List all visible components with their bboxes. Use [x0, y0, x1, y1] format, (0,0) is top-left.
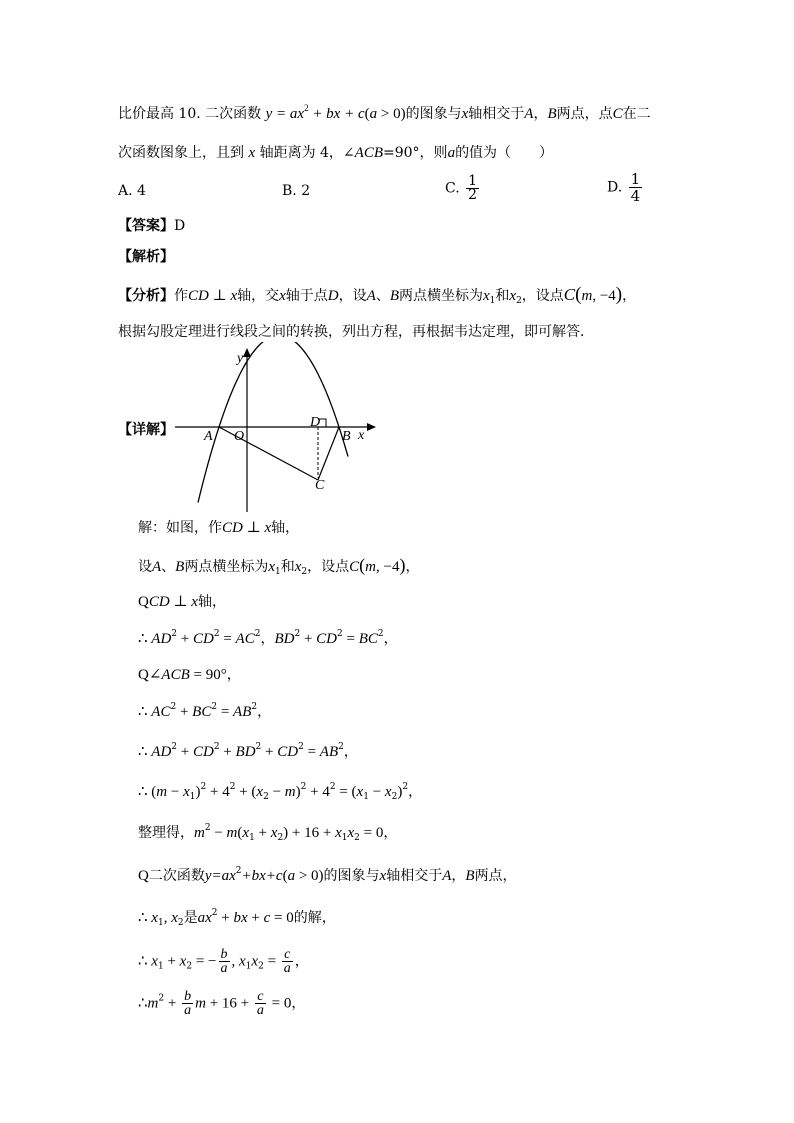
label-x: x [358, 428, 365, 443]
solution-line-7: ∴ $AD^2 + CD^2 + BD^2 + CD^2 = AB^2$， [138, 742, 358, 760]
answer-value: D [174, 218, 186, 234]
y-axis-arrow [243, 348, 251, 357]
solution-line-5: Q∠ACB = 90°， [138, 667, 241, 683]
label-y: y [237, 351, 244, 366]
solution-line-10: Q二次函数$y=ax^2+bx+c(a > 0)$的图象与x轴相交于A，B两点， [138, 866, 517, 884]
option-c: C. $\frac{1}{2}$ [445, 173, 478, 203]
question-line-2: 次函数图象上，且到 x 轴距离为 4，∠ACB=90°，则a的值为（ ） [118, 145, 554, 161]
solution-line-12: ∴ $x_1 + x_2$ = − $\frac{b}{a}$ , $x_1x_2$ = $\frac{c}{a}$ ， [138, 947, 309, 976]
solution-line-9: 整理得，$m^2 - m(x_1 + x_2) + 16 + x_1x_2 = 0$， [138, 823, 398, 843]
label-a: A [204, 429, 213, 444]
solution-line-2: 设A、B两点横坐标为$x_1$和$x_2$，设点C(m, −4)， [138, 555, 420, 577]
solution-line-4: ∴ $AD^2 + CD^2 = AC^2$，$BD^2 + CD^2 = BC^2$， [138, 629, 398, 647]
option-a: A. 4 [118, 183, 146, 199]
solution-line-13: $\therefore m^2$ + $\frac{b}{a}$ m + 16 + $\frac{c}{a}$ = 0， [138, 989, 306, 1018]
solution-line-8: ∴ $(m - x_1)^2 + 4^2 + (x_2 - m)^2 + 4^2 = (x_1 - x_2)^2$， [138, 782, 423, 802]
label-o: O [234, 429, 245, 444]
solution-line-1: 解：如图，作CD ⊥ x轴， [138, 520, 300, 536]
solution-line-3: QCD ⊥ x轴， [138, 594, 226, 610]
solution-line-6: ∴ $AC^2 + BC^2 = AB^2$， [138, 702, 272, 720]
segment-cb [318, 427, 339, 480]
answer-line [118, 216, 185, 236]
analysis-line-1: 【分析】作CD ⊥ x轴，交x轴于点D，设A、B两点横坐标为$x_1$和$x_2$，设点C(m, −4)， [118, 284, 637, 306]
label-d: D [310, 415, 321, 430]
explain-tag: 【解析】 [118, 249, 174, 265]
option-d: D. $\frac{1}{4}$ [607, 170, 641, 205]
detail-tag: 【详解】 [118, 422, 174, 438]
analysis-line-2: 根据勾股定理进行线段之间的转换，列出方程，再根据韦达定理，即可解答． [118, 324, 594, 340]
option-b: B. 2 [282, 183, 311, 199]
label-b: B [342, 429, 351, 444]
prefix: 比价最高 10. [118, 106, 201, 122]
answer-tag: 【答案】 [118, 218, 174, 234]
label-c: C [315, 478, 325, 493]
solution-line-11: ∴ $x_1$, $x_2$是$ax^2$ + bx + c = 0的解， [138, 908, 336, 928]
x-axis-arrow [367, 423, 376, 431]
question-line-1: 比价最高 10. 二次函数 $y = ax^2$ + bx + c(a > 0)的图象与x轴相交于A，B两点，点C在二 [118, 103, 651, 122]
parabola-figure [170, 342, 385, 517]
